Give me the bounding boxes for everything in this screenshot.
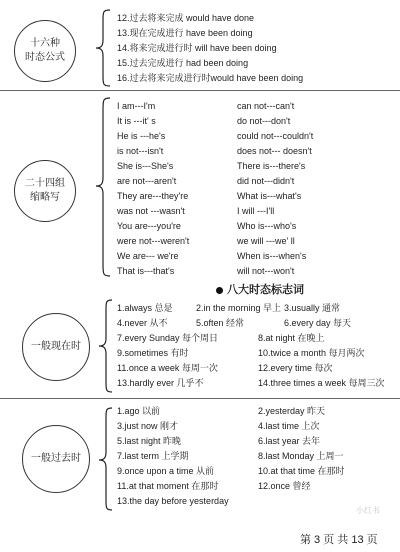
label-circle-tense-formulas bbox=[14, 20, 76, 82]
contraction-item: was not ---wasn't bbox=[117, 206, 185, 216]
contraction-item: We are--- we're bbox=[117, 251, 179, 261]
label-text-line2: 时态公式 bbox=[25, 52, 65, 63]
label-text: 一般过去时 bbox=[31, 453, 81, 464]
signal-word: 5.last night 昨晚 bbox=[117, 436, 182, 446]
signal-word: 2.yesterday 昨天 bbox=[258, 406, 326, 416]
signal-word: 7.every Sunday 每个周日 bbox=[117, 333, 219, 343]
tense-line: 16.过去将来完成进行时would have been doing bbox=[117, 73, 304, 83]
divider bbox=[0, 398, 400, 399]
contraction-item: They are---they're bbox=[117, 191, 189, 201]
signal-word: 12.once 曾经 bbox=[258, 481, 311, 491]
contraction-item: There is---there's bbox=[237, 161, 306, 171]
divider bbox=[0, 90, 400, 91]
contraction-item: She is---She's bbox=[117, 161, 174, 171]
label-text-line1: 二十四组 bbox=[25, 178, 65, 189]
contraction-item: He is ---he's bbox=[117, 131, 166, 141]
page-footer: 第 3 页 共 13 页 bbox=[300, 534, 378, 546]
brace-section4 bbox=[96, 404, 116, 514]
section-heading-text: 八大时态标志词 bbox=[227, 284, 304, 296]
label-text-line2: 缩略写 bbox=[30, 192, 60, 203]
signal-word: 13.the day before yesterday bbox=[117, 496, 229, 506]
tense-line: 15.过去完成进行 had been doing bbox=[117, 58, 249, 68]
contraction-item: does not--- doesn't bbox=[237, 146, 312, 156]
signal-word: 8.at night 在晚上 bbox=[258, 333, 325, 343]
contraction-item: were not---weren't bbox=[117, 236, 190, 246]
label-text: 一般现在时 bbox=[31, 341, 81, 352]
label-circle-simple-past bbox=[22, 425, 90, 493]
signal-word: 1.ago 以前 bbox=[117, 406, 161, 416]
watermark: 小红书 bbox=[356, 506, 380, 515]
contraction-item: could not---couldn't bbox=[237, 131, 314, 141]
tense-line: 13.现在完成进行 have been doing bbox=[117, 28, 253, 38]
label-circle-contractions bbox=[14, 160, 76, 222]
signal-word: 6.every day 每天 bbox=[284, 318, 352, 328]
label-text-line1: 十六种 bbox=[30, 38, 60, 49]
contraction-item: You are---you're bbox=[117, 221, 181, 231]
contraction-item: will not---won't bbox=[237, 266, 295, 276]
signal-word: 7.last term 上学期 bbox=[117, 451, 189, 461]
signal-word: 6.last year 去年 bbox=[258, 436, 321, 446]
brace-section1 bbox=[92, 6, 114, 90]
tense-line: 12.过去将来完成 would have done bbox=[117, 13, 255, 23]
brace-section3 bbox=[96, 296, 116, 396]
tense-line: 14.将来完成进行时 will have been doing bbox=[117, 43, 277, 53]
contraction-item: do not---don't bbox=[237, 116, 291, 126]
signal-word: 11.at that moment 在那时 bbox=[117, 481, 219, 491]
contraction-item: I am---I'm bbox=[117, 101, 156, 111]
signal-word: 10.at that time 在那时 bbox=[258, 466, 345, 476]
contraction-item: we will ---we' ll bbox=[237, 236, 295, 246]
contraction-item: It is ---it' s bbox=[117, 116, 156, 126]
contraction-item: What is---what's bbox=[237, 191, 302, 201]
signal-word: 2.in the morning 早上 bbox=[196, 303, 282, 313]
signal-word: 1.always 总是 bbox=[117, 303, 173, 313]
contraction-item: Who is---who's bbox=[237, 221, 297, 231]
signal-word: 4.never 从不 bbox=[117, 318, 168, 328]
contraction-item: When is---when's bbox=[237, 251, 307, 261]
bullet-dot-icon bbox=[216, 287, 223, 294]
section-heading bbox=[216, 281, 304, 297]
signal-word: 8.last Monday 上周一 bbox=[258, 451, 344, 461]
brace-section2 bbox=[92, 94, 114, 280]
signal-word: 12.every time 每次 bbox=[258, 363, 333, 373]
signal-word: 5.often 经常 bbox=[196, 318, 245, 328]
contraction-item: is not---isn't bbox=[117, 146, 164, 156]
contraction-item: did not---didn't bbox=[237, 176, 295, 186]
signal-word: 4.last time 上次 bbox=[258, 421, 320, 431]
contraction-item: That is---that's bbox=[117, 266, 175, 276]
signal-word: 9.once upon a time 从前 bbox=[117, 466, 215, 476]
signal-word: 3.just now 刚才 bbox=[117, 421, 179, 431]
signal-word: 14.three times a week 每周三次 bbox=[258, 378, 385, 388]
label-circle-simple-present bbox=[22, 313, 90, 381]
signal-word: 9.sometimes 有时 bbox=[117, 348, 189, 358]
signal-word: 13.hardly ever 几乎不 bbox=[117, 378, 204, 388]
signal-word: 10.twice a month 每月两次 bbox=[258, 348, 365, 358]
signal-word: 11.once a week 每周一次 bbox=[117, 363, 218, 373]
signal-word: 3.usually 通常 bbox=[284, 303, 341, 313]
contraction-item: are not---aren't bbox=[117, 176, 177, 186]
contraction-item: I will ---I'll bbox=[237, 206, 275, 216]
contraction-item: can not---can't bbox=[237, 101, 295, 111]
